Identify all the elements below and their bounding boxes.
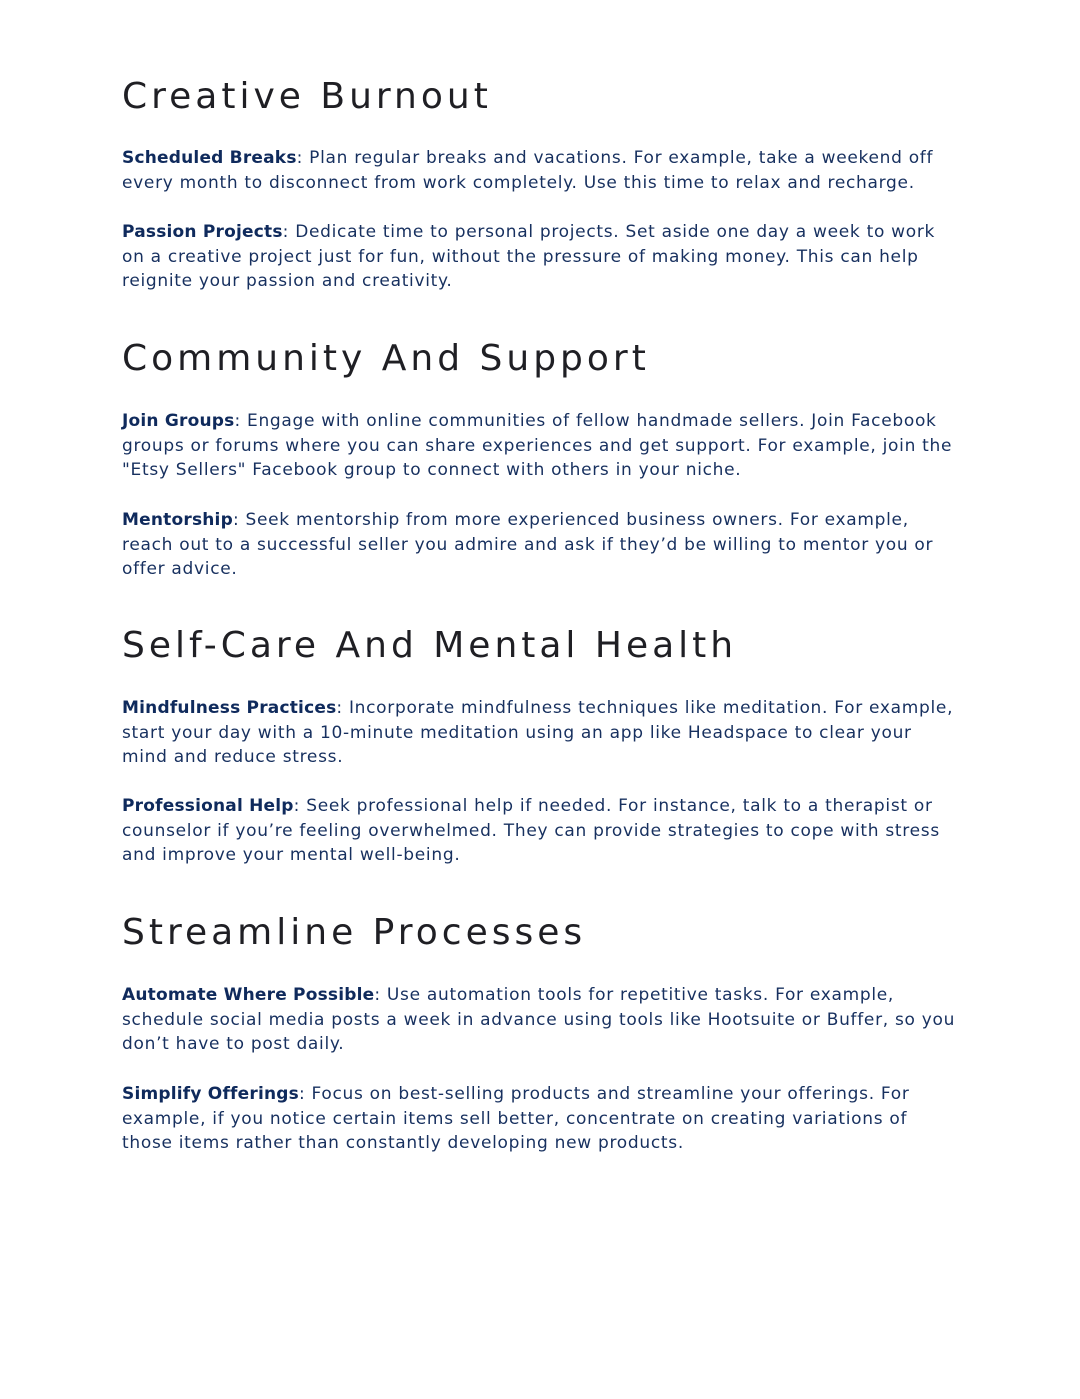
paragraph	[122, 794, 962, 868]
paragraph	[122, 696, 962, 770]
paragraph-text: : Use automation tools for repetitive tasks. For example, schedule social media posts a week in advance using tools like Hootsuite or Buffer, so you don’t have to post daily.	[122, 985, 956, 1055]
section-heading: Community And Support	[122, 338, 650, 379]
paragraph	[122, 1082, 962, 1156]
paragraph-term: Automate Where Possible	[122, 985, 375, 1005]
paragraph-text: : Seek mentorship from more experienced business owners. For example, reach out to a successful seller you admire and ask if they’d be willing to mentor you or offer advice.	[122, 510, 934, 580]
section-heading: Streamline Processes	[122, 912, 587, 953]
paragraph-term: Mindfulness Practices	[122, 698, 337, 718]
paragraph-term: Scheduled Breaks	[122, 148, 297, 168]
paragraph-term: Join Groups	[122, 411, 235, 431]
section-heading: Creative Burnout	[122, 76, 492, 117]
paragraph-term: Mentorship	[122, 510, 233, 530]
paragraph	[122, 409, 962, 483]
paragraph-text: : Dedicate time to personal projects. Set aside one day a week to work on a creative project just for fun, without the pressure of making money. This can help reignite your passion and creativity.	[122, 222, 936, 292]
paragraph-text: : Incorporate mindfulness techniques like meditation. For example, start your day with a 10-minute meditation using an app like Headspace to clear your mind and reduce stress.	[122, 698, 954, 768]
paragraph	[122, 146, 962, 195]
paragraph-term: Professional Help	[122, 796, 294, 816]
paragraph-text: : Plan regular breaks and vacations. For example, take a weekend off every month to disconnect from work completely. Use this time to relax and recharge.	[122, 148, 934, 193]
paragraph	[122, 983, 962, 1057]
paragraph-text: : Focus on best-selling products and streamline your offerings. For example, if you notice certain items sell better, concentrate on creating variations of those items rather than constantly developing new products.	[122, 1084, 910, 1154]
paragraph-term: Simplify Offerings	[122, 1084, 299, 1104]
paragraph-term: Passion Projects	[122, 222, 283, 242]
paragraph	[122, 508, 962, 582]
paragraph-text: : Seek professional help if needed. For instance, talk to a therapist or counselor if you’re feeling overwhelmed. They can provide strategies to cope with stress and improve your mental well-being.	[122, 796, 940, 866]
paragraph	[122, 220, 962, 294]
paragraph-text: : Engage with online communities of fellow handmade sellers. Join Facebook groups or forums where you can share experiences and get support. For example, join the "Etsy Sellers" Facebook group to connect with others in your niche.	[122, 411, 953, 481]
section-heading: Self-Care And Mental Health	[122, 625, 738, 666]
